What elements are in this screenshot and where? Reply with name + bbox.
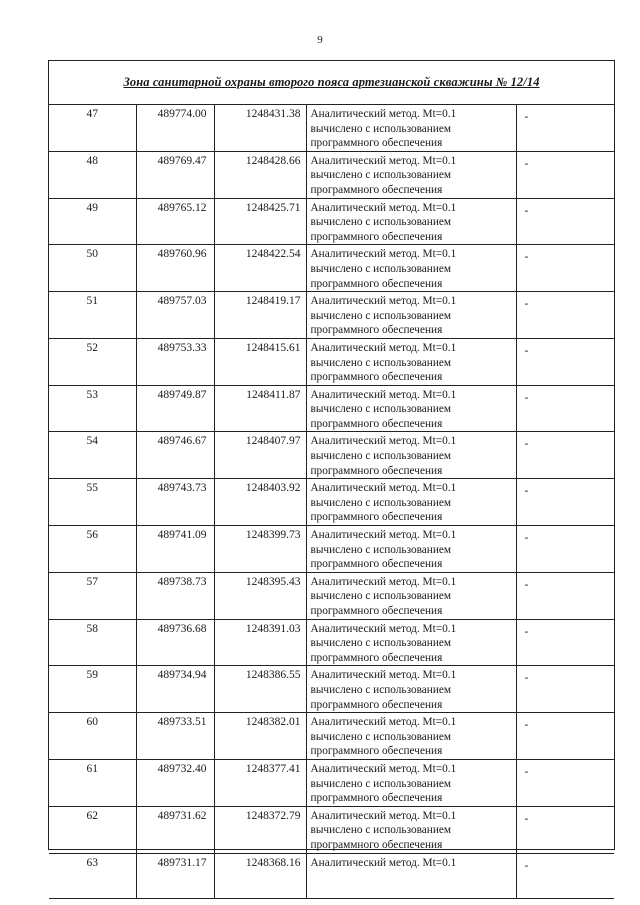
method-description-line: Аналитический метод. Mt=0.1 [310, 716, 457, 729]
table-row [49, 292, 614, 339]
coordinates-table [48, 60, 615, 872]
table-title-row [49, 61, 614, 105]
method-description-line: вычислено с использованием [310, 450, 452, 463]
point-number-cell: 63 [49, 853, 136, 898]
method-description-line: программного обеспечения [310, 698, 443, 711]
point-number-cell: 56 [49, 526, 136, 573]
point-number-cell: 54 [49, 432, 136, 479]
method-description-cell [306, 572, 516, 619]
method-description-line: вычислено с использованием [310, 122, 452, 135]
point-number-cell: 55 [49, 479, 136, 526]
note-cell: - [516, 572, 614, 619]
method-description-line: Аналитический метод. Mt=0.1 [310, 809, 457, 822]
method-description-line: вычислено с использованием [310, 824, 452, 837]
y-coordinate-cell: 1248377.41 [214, 759, 306, 806]
method-description-line: программного обеспечения [310, 183, 443, 196]
note-cell: - [516, 432, 614, 479]
note-cell: - [516, 245, 614, 292]
point-number-cell: 59 [49, 666, 136, 713]
method-description-cell [306, 619, 516, 666]
table-row [49, 759, 614, 806]
point-number-cell: 61 [49, 759, 136, 806]
x-coordinate-cell: 489741.09 [136, 526, 214, 573]
table-row [49, 526, 614, 573]
method-description-line: программного обеспечения [310, 324, 443, 337]
method-description-line: Аналитический метод. Mt=0.1 [310, 388, 457, 401]
y-coordinate-cell: 1248368.16 [214, 853, 306, 898]
method-description-line: вычислено с использованием [310, 262, 452, 275]
method-description-cell [306, 385, 516, 432]
method-description-cell [306, 245, 516, 292]
table-body [49, 105, 614, 898]
x-coordinate-cell: 489738.73 [136, 572, 214, 619]
method-description-line: Аналитический метод. Mt=0.1 [310, 108, 457, 120]
x-coordinate-cell: 489774.00 [136, 105, 214, 151]
point-number-cell: 58 [49, 619, 136, 666]
method-description-cell [306, 198, 516, 245]
table-row [49, 385, 614, 432]
point-number-cell: 60 [49, 713, 136, 760]
method-description-cell [306, 666, 516, 713]
y-coordinate-cell: 1248403.92 [214, 479, 306, 526]
method-description-line: вычислено с использованием [310, 590, 452, 603]
method-description-line: Аналитический метод. Mt=0.1 [310, 622, 457, 635]
method-description-cell [306, 526, 516, 573]
note-cell: - [516, 198, 614, 245]
method-description-line: Аналитический метод. Mt=0.1 [310, 435, 457, 448]
x-coordinate-cell: 489732.40 [136, 759, 214, 806]
x-coordinate-cell: 489765.12 [136, 198, 214, 245]
point-number-cell: 50 [49, 245, 136, 292]
table-row [49, 198, 614, 245]
table-title: Зона санитарной охраны второго пояса артезианской скважины № 12/14 [123, 75, 540, 89]
method-description-line: Аналитический метод. Mt=0.1 [310, 201, 457, 214]
table-row [49, 105, 614, 151]
method-description-line: программного обеспечения [310, 277, 443, 290]
method-description-line: вычислено с использованием [310, 637, 452, 650]
method-description-cell [306, 713, 516, 760]
method-description-line: вычислено с использованием [310, 403, 452, 416]
point-number-cell: 49 [49, 198, 136, 245]
y-coordinate-cell: 1248382.01 [214, 713, 306, 760]
method-description-line: программного обеспечения [310, 371, 443, 384]
table-row [49, 853, 614, 898]
note-cell: - [516, 151, 614, 198]
note-cell: - [516, 385, 614, 432]
method-description-cell [306, 338, 516, 385]
note-cell: - [516, 666, 614, 713]
y-coordinate-cell: 1248391.03 [214, 619, 306, 666]
method-description-line: программного обеспечения [310, 137, 443, 150]
x-coordinate-cell: 489743.73 [136, 479, 214, 526]
table-row [49, 666, 614, 713]
method-description-line: программного обеспечения [310, 230, 443, 243]
y-coordinate-cell: 1248411.87 [214, 385, 306, 432]
note-cell: - [516, 526, 614, 573]
method-description-line: программного обеспечения [310, 511, 443, 524]
x-coordinate-cell: 489757.03 [136, 292, 214, 339]
x-coordinate-cell: 489733.51 [136, 713, 214, 760]
y-coordinate-cell: 1248407.97 [214, 432, 306, 479]
method-description-line: Аналитический метод. Mt=0.1 [310, 295, 457, 308]
table-row [49, 432, 614, 479]
x-coordinate-cell: 489731.17 [136, 853, 214, 898]
x-coordinate-cell: 489734.94 [136, 666, 214, 713]
point-number-cell: 52 [49, 338, 136, 385]
x-coordinate-cell: 489736.68 [136, 619, 214, 666]
note-cell: - [516, 713, 614, 760]
note-cell: - [516, 479, 614, 526]
page-number: 9 [317, 34, 323, 46]
method-description-cell [306, 853, 516, 898]
method-description-line: Аналитический метод. Mt=0.1 [310, 529, 457, 542]
x-coordinate-cell: 489753.33 [136, 338, 214, 385]
note-cell: - [516, 759, 614, 806]
note-cell: - [516, 292, 614, 339]
note-cell: - [516, 338, 614, 385]
method-description-line: вычислено с использованием [310, 309, 452, 322]
method-description-cell [306, 151, 516, 198]
point-number-cell: 57 [49, 572, 136, 619]
method-description-line: вычислено с использованием [310, 730, 452, 743]
table-row [49, 806, 614, 853]
y-coordinate-cell: 1248399.73 [214, 526, 306, 573]
table-row [49, 713, 614, 760]
y-coordinate-cell: 1248386.55 [214, 666, 306, 713]
method-description-line: вычислено с использованием [310, 683, 452, 696]
method-description-cell [306, 105, 516, 151]
y-coordinate-cell: 1248372.79 [214, 806, 306, 853]
y-coordinate-cell: 1248419.17 [214, 292, 306, 339]
method-description-line: Аналитический метод. Mt=0.1 [310, 669, 457, 682]
note-cell: - [516, 853, 614, 898]
table-row [49, 245, 614, 292]
y-coordinate-cell: 1248425.71 [214, 198, 306, 245]
point-number-cell: 62 [49, 806, 136, 853]
table-row [49, 619, 614, 666]
x-coordinate-cell: 489731.62 [136, 806, 214, 853]
note-cell: - [516, 105, 614, 151]
method-description-line: Аналитический метод. Mt=0.1 [310, 856, 457, 869]
method-description-line: программного обеспечения [310, 417, 443, 430]
point-number-cell: 47 [49, 105, 136, 151]
method-description-line: программного обеспечения [310, 792, 443, 805]
y-coordinate-cell: 1248428.66 [214, 151, 306, 198]
note-cell: - [516, 806, 614, 853]
y-coordinate-cell: 1248395.43 [214, 572, 306, 619]
method-description-cell [306, 479, 516, 526]
y-coordinate-cell: 1248422.54 [214, 245, 306, 292]
x-coordinate-cell: 489746.67 [136, 432, 214, 479]
point-number-cell: 51 [49, 292, 136, 339]
table-row [49, 151, 614, 198]
method-description-cell [306, 292, 516, 339]
x-coordinate-cell: 489760.96 [136, 245, 214, 292]
x-coordinate-cell: 489769.47 [136, 151, 214, 198]
method-description-line: программного обеспечения [310, 745, 443, 758]
method-description-line: программного обеспечения [310, 558, 443, 571]
method-description-line: Аналитический метод. Mt=0.1 [310, 341, 457, 354]
method-description-line: вычислено с использованием [310, 169, 452, 182]
note-cell: - [516, 619, 614, 666]
point-number-cell: 53 [49, 385, 136, 432]
method-description-cell [306, 759, 516, 806]
table-row [49, 338, 614, 385]
method-description-line: Аналитический метод. Mt=0.1 [310, 248, 457, 261]
method-description-line: вычислено с использованием [310, 216, 452, 229]
y-coordinate-cell: 1248431.38 [214, 105, 306, 151]
method-description-line: Аналитический метод. Mt=0.1 [310, 575, 457, 588]
method-description-line: программного обеспечения [310, 838, 443, 851]
x-coordinate-cell: 489749.87 [136, 385, 214, 432]
method-description-line: вычислено с использованием [310, 777, 452, 790]
method-description-line: вычислено с использованием [310, 496, 452, 509]
method-description-line: программного обеспечения [310, 651, 443, 664]
y-coordinate-cell: 1248415.61 [214, 338, 306, 385]
method-description-line: вычислено с использованием [310, 543, 452, 556]
point-number-cell: 48 [49, 151, 136, 198]
method-description-line: Аналитический метод. Mt=0.1 [310, 154, 457, 167]
table-row [49, 479, 614, 526]
coordinates-grid [49, 105, 614, 899]
method-description-cell [306, 432, 516, 479]
table-row [49, 572, 614, 619]
method-description-line: Аналитический метод. Mt=0.1 [310, 482, 457, 495]
method-description-line: программного обеспечения [310, 464, 443, 477]
method-description-line: программного обеспечения [310, 605, 443, 617]
method-description-cell [306, 806, 516, 853]
method-description-line: вычислено с использованием [310, 356, 452, 369]
method-description-line: Аналитический метод. Mt=0.1 [310, 762, 457, 775]
